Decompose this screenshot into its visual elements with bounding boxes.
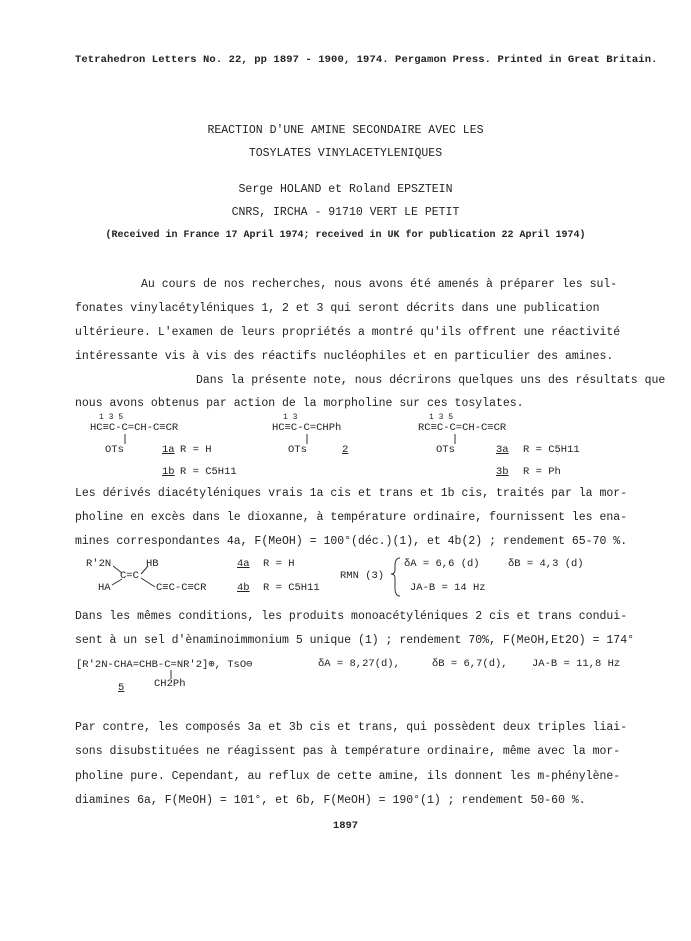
struct3-formula: RC≡C-C=CH-C≡CR xyxy=(418,422,507,434)
struct5-nmr-a: δA = 8,27(d), xyxy=(318,658,400,670)
para3-line2: pholine en excès dans le dioxanne, à température ordinaire, fournissent les ena- xyxy=(75,511,628,524)
struct4-label-a: 4a xyxy=(237,558,250,570)
authors: Serge HOLAND et Roland EPSZTEIN xyxy=(238,183,453,196)
struct1-ots: OTs xyxy=(105,444,124,456)
struct1-label-b: 1b xyxy=(162,466,175,478)
para5-line2: sons disubstituées ne réagissent pas à température ordinaire, même avec la mor- xyxy=(75,745,621,758)
para5-line3: pholine pure. Cependant, au reflux de cette amine, ils donnent les m-phénylène- xyxy=(75,770,621,783)
struct3-sub-a: R = C5H11 xyxy=(523,444,580,456)
struct4-bond-ha xyxy=(112,579,122,585)
struct3-sub-b: R = Ph xyxy=(523,466,561,478)
para1-line2: fonates vinylacétyléniques 1, 2 et 3 qui seront décrits dans une publication xyxy=(75,302,600,315)
struct3-numbers: 1 3 5 xyxy=(429,413,454,422)
para5-line4: diamines 6a, F(MeOH) = 101°, et 6b, F(MeOH) = 190°(1) ; rendement 50-60 %. xyxy=(75,794,586,807)
struct3-ots: OTs xyxy=(436,444,455,456)
struct4-rmn: RMN (3) xyxy=(340,570,385,582)
paper-title-line2: TOSYLATES VINYLACETYLENIQUES xyxy=(248,147,443,160)
struct4-hb: HB xyxy=(146,558,159,570)
struct4-tail: C≡C-C≡CR xyxy=(156,582,207,594)
struct4-nmr-b: δB = 4,3 (d) xyxy=(508,558,584,570)
struct1-formula: HC≡C-C=CH-C≡CR xyxy=(90,422,179,434)
struct2-numbers: 1 3 xyxy=(283,413,298,422)
struct2-ots: OTs xyxy=(288,444,307,456)
struct1-numbers: 1 3 5 xyxy=(99,413,124,422)
struct4-bond-hb xyxy=(141,566,148,574)
struct5-nmr-j: JA-B = 11,8 Hz xyxy=(532,658,621,670)
para4-line1: Dans les mêmes conditions, les produits monoacétyléniques 2 cis et trans condui- xyxy=(75,610,628,623)
struct4-cc: C=C xyxy=(120,570,139,582)
struct4-nmr-brace xyxy=(391,558,400,596)
struct4-label-b: 4b xyxy=(237,582,250,594)
struct4-sub-b: R = C5H11 xyxy=(263,582,320,594)
struct5-label: 5 xyxy=(118,682,125,694)
struct5-ch2ph: CH2Ph xyxy=(154,678,186,690)
struct2-formula: HC≡C-C=CHPh xyxy=(272,422,342,434)
struct1-label-a: 1a xyxy=(162,444,175,456)
struct4-bond-tail xyxy=(141,578,155,587)
struct3-label-a: 3a xyxy=(496,444,509,456)
struct4-sub-a: R = H xyxy=(263,558,295,570)
page-number: 1897 xyxy=(332,820,359,832)
affiliation: CNRS, IRCHA - 91710 VERT LE PETIT xyxy=(231,206,460,219)
para1-line4: intéressante vis à vis des réactifs nucléophiles et en particulier des amines. xyxy=(75,350,614,363)
struct1-sub-a: R = H xyxy=(180,444,212,456)
struct4-r2n: R'2N xyxy=(86,558,112,570)
para3-line3: mines correspondantes 4a, F(MeOH) = 100°(déc.)(1), et 4b(2) ; rendement 65-70 %. xyxy=(75,535,628,548)
para3-line1: Les dérivés diacétyléniques vrais 1a cis et trans et 1b cis, traités par la mor- xyxy=(75,487,628,500)
received-dates: (Received in France 17 April 1974; received in UK for publication 22 April 1974) xyxy=(105,230,586,241)
struct3-label-b: 3b xyxy=(496,466,509,478)
struct4-nmr-a: δA = 6,6 (d) xyxy=(404,558,480,570)
journal-header: Tetrahedron Letters No. 22, pp 1897 - 1900, 1974. Pergamon Press. Printed in Great Britain. xyxy=(75,54,658,66)
struct4-ha: HA xyxy=(98,582,111,594)
struct5-nmr-b: δB = 6,7(d), xyxy=(432,658,508,670)
struct1-sub-b: R = C5H11 xyxy=(180,466,237,478)
struct4-bond-n xyxy=(113,566,122,573)
para2-line1: Dans la présente note, nous décrirons quelques uns des résultats que xyxy=(196,374,666,387)
para5-line1: Par contre, les composés 3a et 3b cis et trans, qui possèdent deux triples liai- xyxy=(75,721,628,734)
struct4-nmr-j: JA-B = 14 Hz xyxy=(410,582,486,594)
struct2-label: 2 xyxy=(342,444,349,456)
para1-line1: Au cours de nos recherches, nous avons été amenés à préparer les sul- xyxy=(141,278,618,291)
para2-line2: nous avons obtenus par action de la morpholine sur ces tosylates. xyxy=(75,397,524,410)
paper-title-line1: REACTION D'UNE AMINE SECONDAIRE AVEC LES xyxy=(207,124,484,137)
struct5-formula: [R'2N-CHA=CHB-C=NR'2]⊕, TsO⊖ xyxy=(76,659,253,671)
para4-line2: sent à un sel d'ènaminoimmonium 5 unique (1) ; rendement 70%, F(MeOH,Et2O) = 174° xyxy=(75,634,634,647)
para1-line3: ultérieure. L'examen de leurs propriétés a montré qu'ils offrent une réactivité xyxy=(75,326,621,339)
